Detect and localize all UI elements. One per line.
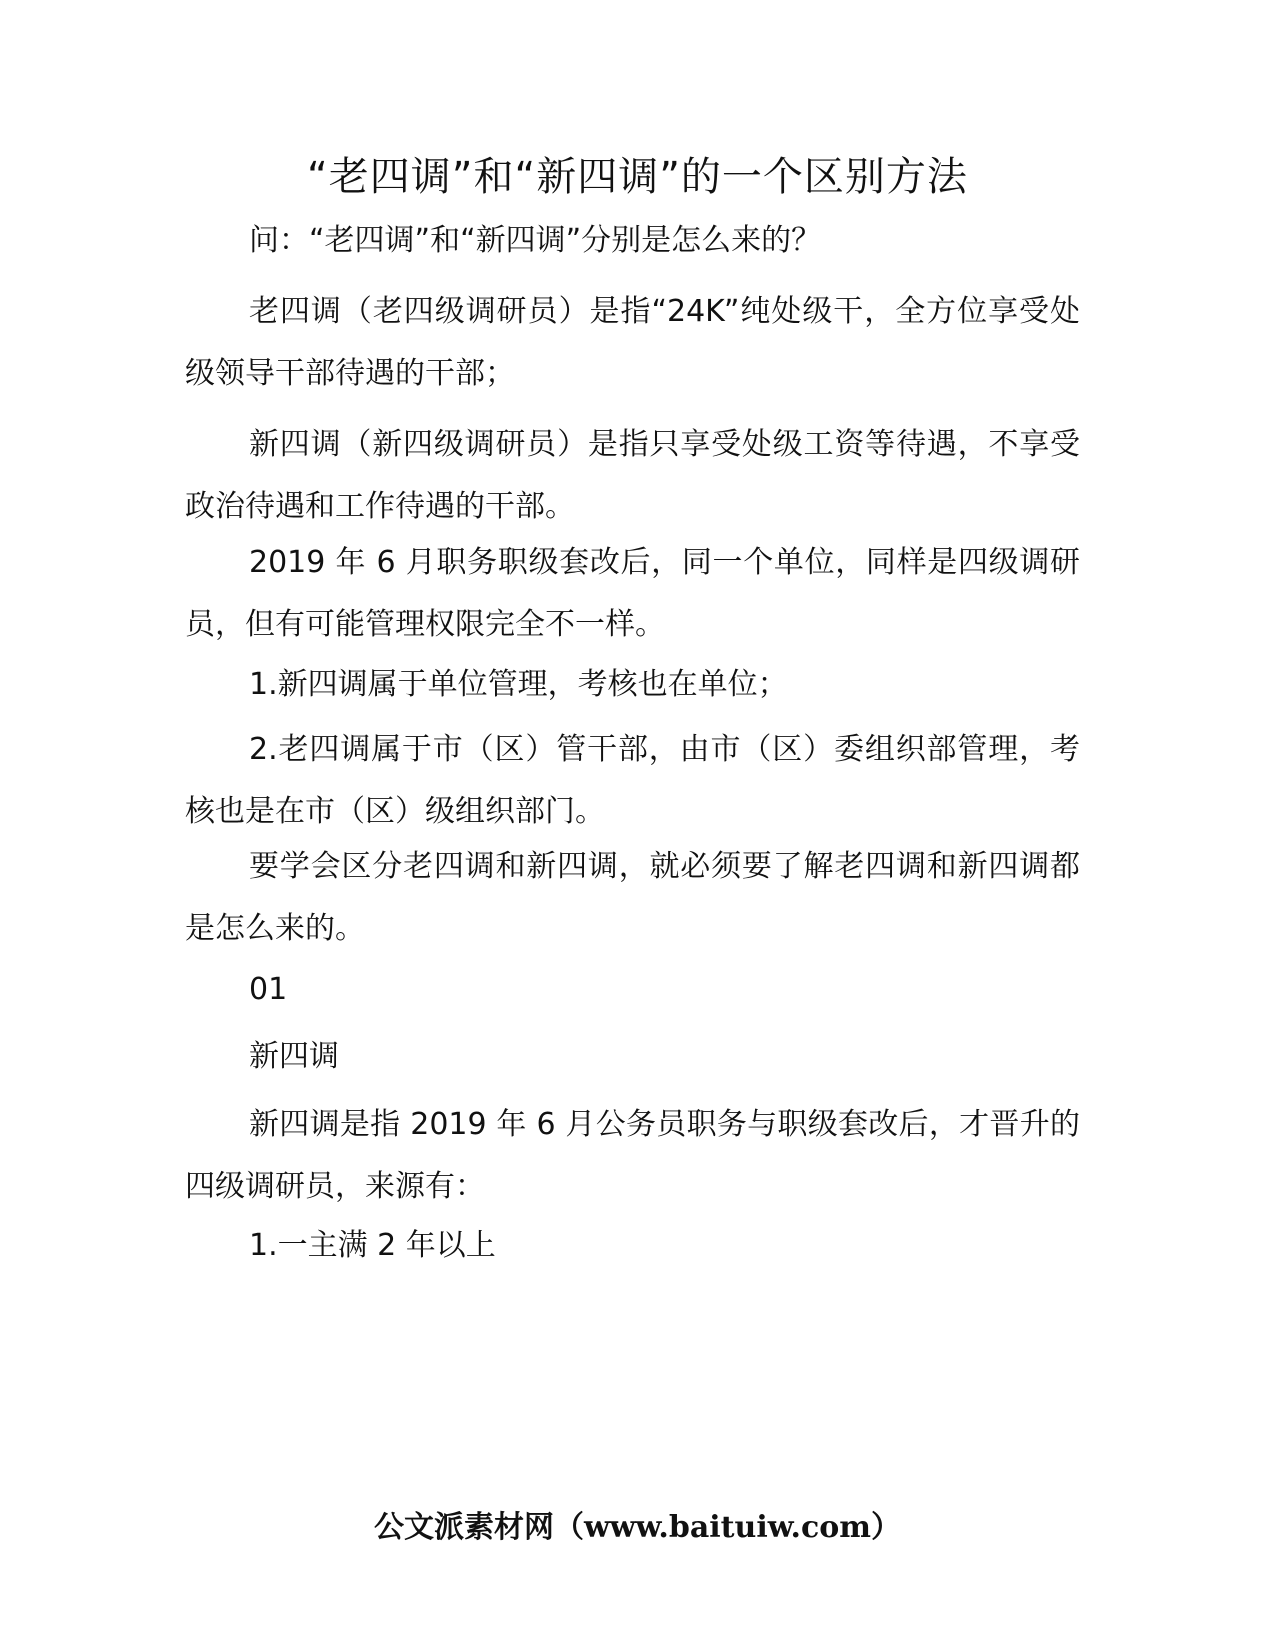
paragraph-distinguish: 要学会区分老四调和新四调，就必须要了解老四调和新四调都是怎么来的。	[185, 849, 1080, 946]
paragraph-source-item-1: 1.一主满 2 年以上	[249, 1228, 496, 1263]
paragraph-question: 问：“老四调”和“新四调”分别是怎么来的？	[249, 223, 822, 258]
paragraph-old-definition: 老四调（老四级调研员）是指“24K”纯处级干，全方位享受处级领导干部待遇的干部；	[185, 294, 1080, 391]
paragraph-point-2: 2.老四调属于市（区）管干部，由市（区）委组织部管理，考核也是在市（区）级组织部门。	[185, 732, 1080, 829]
footer-watermark: 公文派素材网（www.baituiw.com）	[373, 1510, 902, 1545]
section-number: 01	[249, 972, 288, 1007]
paragraph-2019-reform: 2019 年 6 月职务职级套改后，同一个单位，同样是四级调研员，但有可能管理权限完全不一样。	[185, 545, 1080, 642]
paragraph-new-definition: 新四调（新四级调研员）是指只享受处级工资等待遇，不享受政治待遇和工作待遇的干部。	[185, 427, 1080, 524]
paragraph-point-1: 1.新四调属于单位管理，考核也在单位；	[249, 667, 788, 702]
section-heading: 新四调	[249, 1039, 339, 1074]
document-title: “老四调”和“新四调”的一个区别方法	[307, 154, 968, 200]
paragraph-new-source: 新四调是指 2019 年 6 月公务员职务与职级套改后，才晋升的四级调研员，来源有：	[185, 1107, 1080, 1204]
